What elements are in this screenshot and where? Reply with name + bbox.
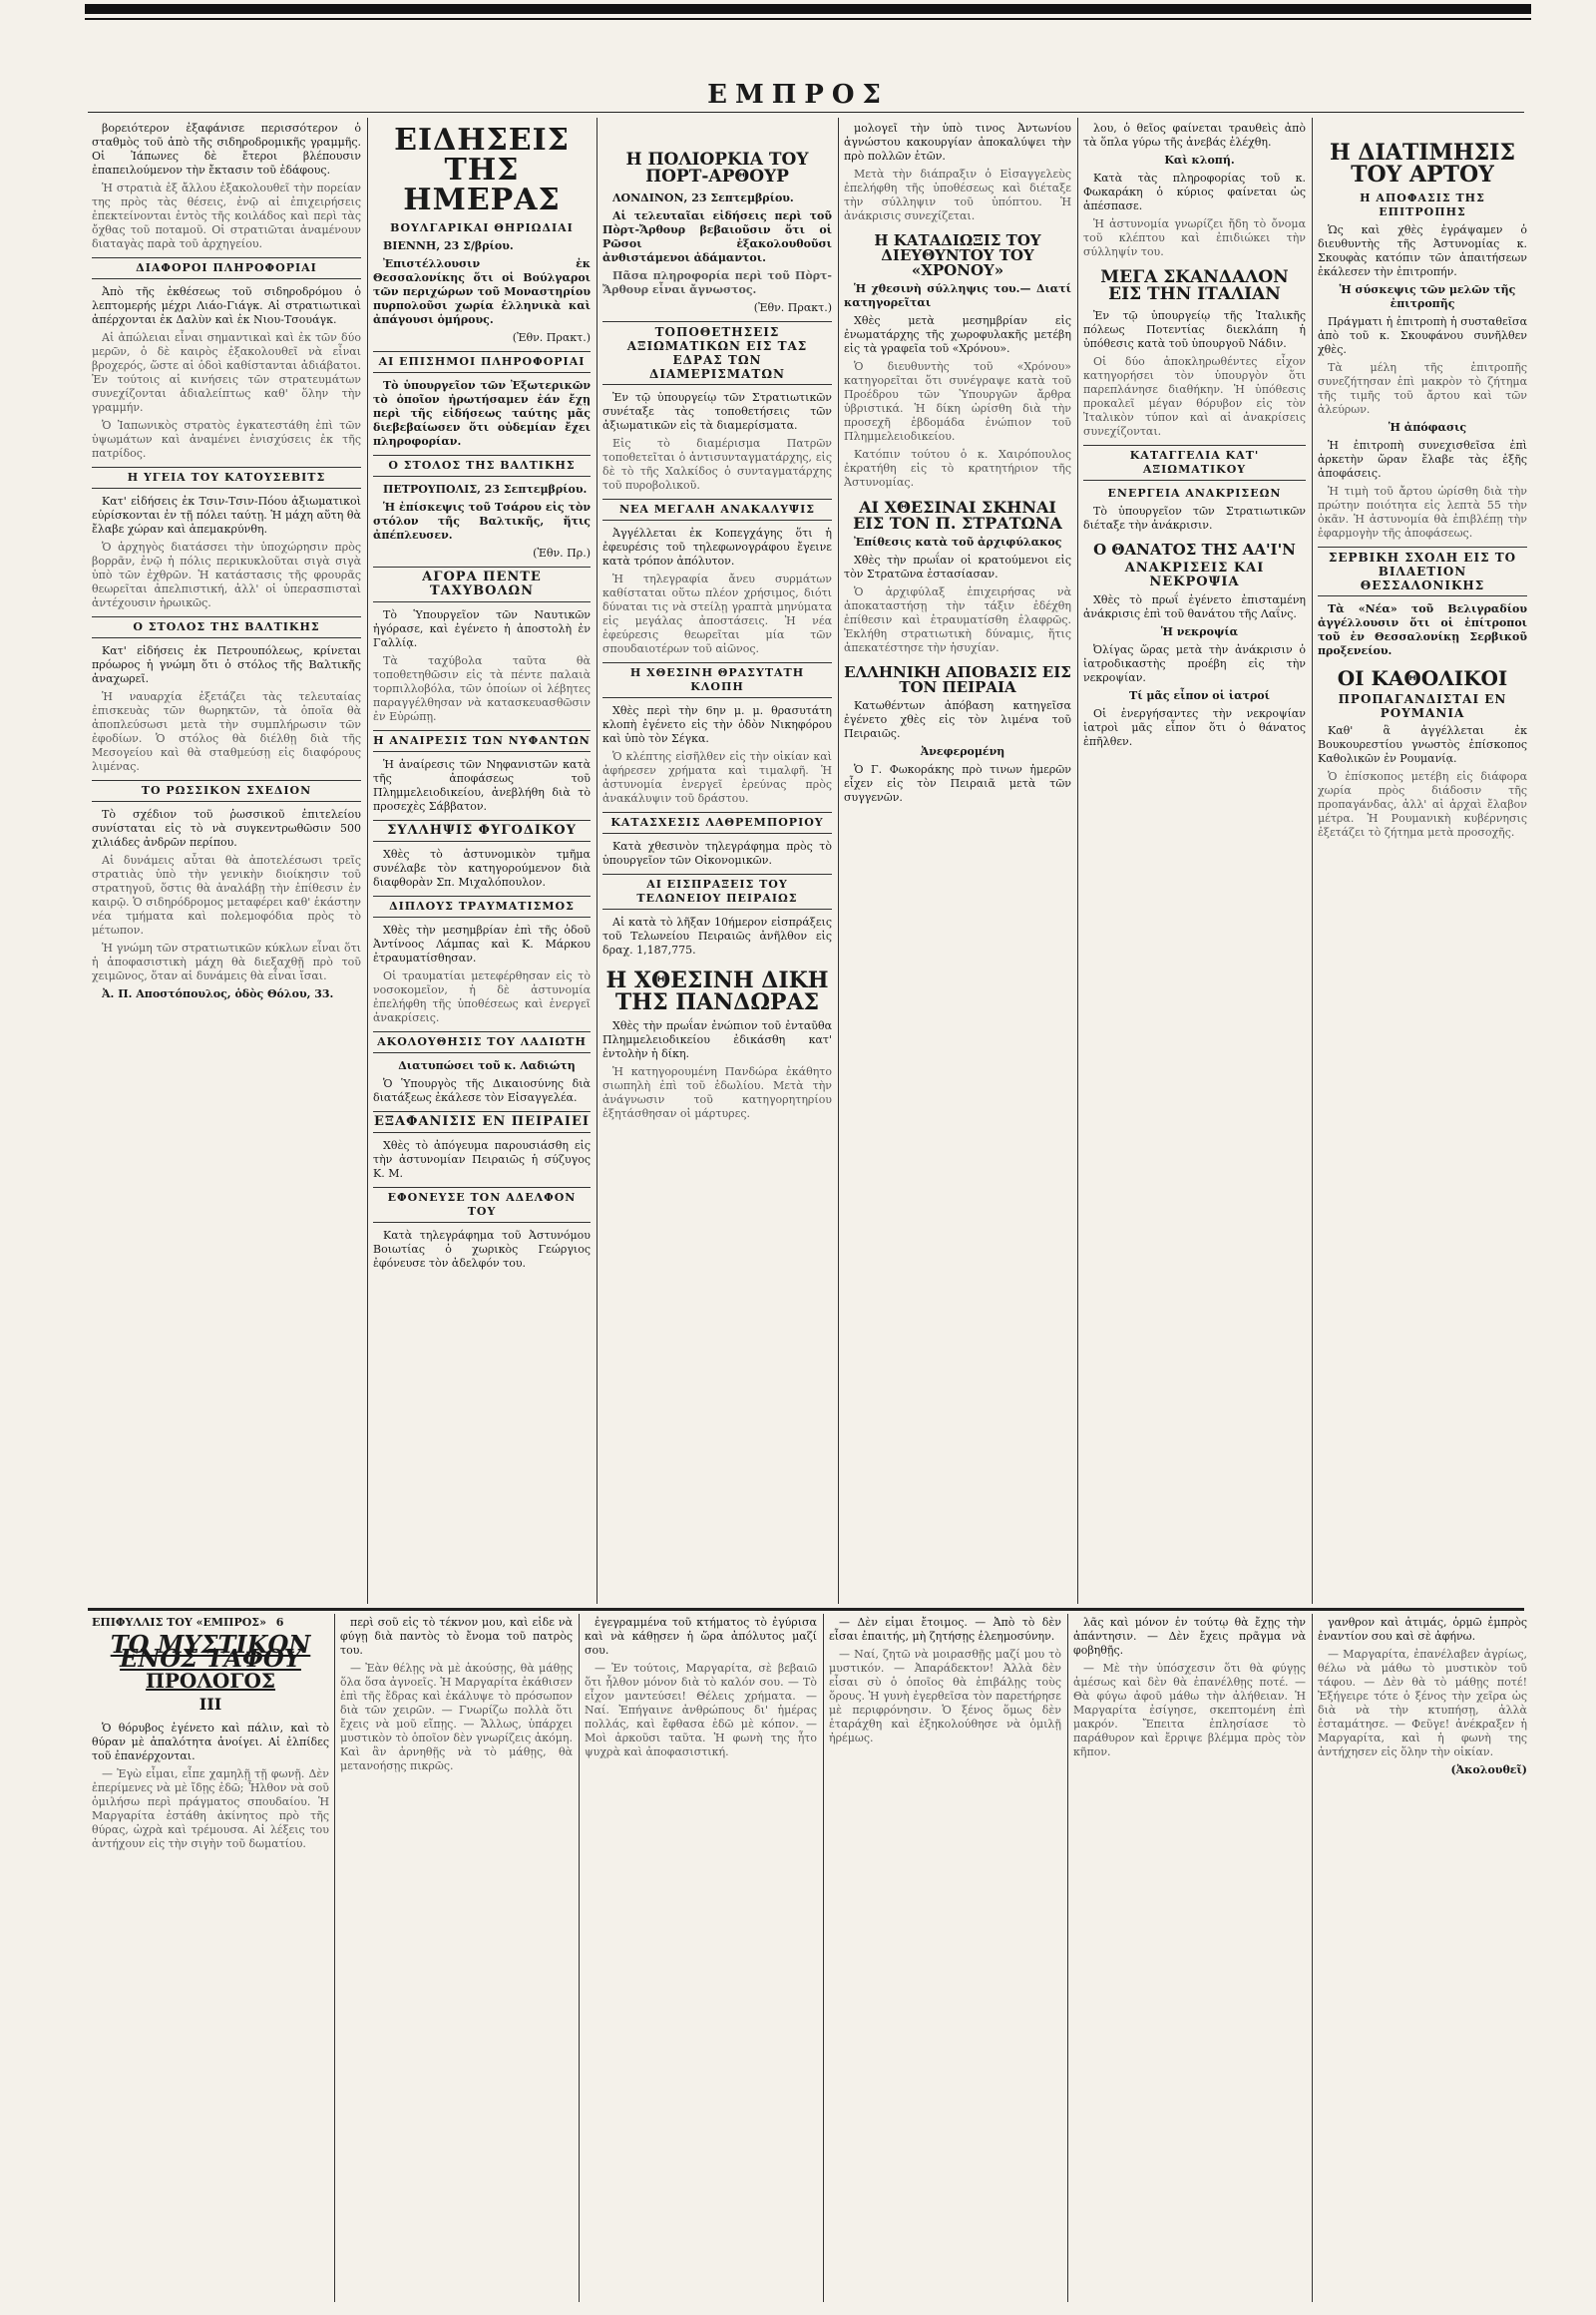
col3-text-2: Ἐν τῷ ὑπουργείῳ τῶν Στρατιωτικῶν συνέταξε τὰς τοποθετήσεις τῶν ἀξιωματικῶν εἰς τὰ διαμερίσματα. xyxy=(602,391,832,432)
col3-sub-2: ΤΟΠΟΘΕΤΗΣΕΙΣ ΑΞΙΩΜΑΤΙΚΩΝ ΕΙΣ ΤΑΣ ΕΔΡΑΣ ΤΩΝ ΔΙΑΜΕΡΙΣΜΑΤΩΝ xyxy=(602,321,832,385)
col6-filler-2: Τὰ μέλη τῆς ἐπιτροπῆς συνεζήτησαν ἐπὶ μακρὸν τὸ ζήτημα τῆς τιμῆς τοῦ ἄρτου καὶ τῶν ἀλεύρων. xyxy=(1318,361,1527,416)
serial-column-3 xyxy=(585,1616,817,2304)
serial-column-4 xyxy=(829,1616,1061,2304)
serial-continued: (Ἀκολουθεῖ) xyxy=(1450,1763,1527,1776)
col3-sub-4: Η ΧΘΕΣΙΝΗ ΘΡΑΣΥΤΑΤΗ ΚΛΟΠΗ xyxy=(602,662,832,698)
col-sep-1 xyxy=(367,118,368,1604)
serial-filler-2: — Ἐὰν θέλῃς νὰ μὲ ἀκούσῃς, θὰ μάθῃς ὅλα ὅσα ἀγνοεῖς. Ἡ Μαργαρίτα ἐκάθισεν ἐπὶ τῆς ἔδρας καὶ ἐκάλυψε τὸ πρόσωπον διὰ τῶν χειρῶν. — Γνωρίζω πολλὰ ὅτι ἔχεις νὰ μοῦ εἴπῃς. — Ἄλλως, ὑπάρχει μυστικὸν τὸ ὁποῖον δὲν γνωρίζεις ἀκόμη. Καὶ ἂν ἀρνηθῇς νὰ τὸ μάθῃς, θὰ μετανοήσῃς πικρῶς. xyxy=(340,1662,573,1772)
col3-text-5: Κατὰ χθεσινὸν τηλεγράφημα πρὸς τὸ ὑπουργεῖον τῶν Οἰκονομικῶν. xyxy=(602,840,832,867)
serial-filler-3: — Ἐν τούτοις, Μαργαρίτα, σὲ βεβαιῶ ὅτι ἦλθον μόνον διὰ τὸ καλόν σου. — Τὸ εἶχον μαντεύσει! Θέλεις χρήματα. — Ναί. Ἐπήγαινε ἀνθρώπους δι' ἡμέρας πολλάς, καὶ ἔφθασα ἐδῶ μὲ κόπον. — Μοὶ ἀρκοῦσι ταῦτα. Ἡ φωνὴ της ἦτο ψυχρὰ καὶ ἀποφασιστική. xyxy=(585,1662,817,1758)
col3-filler-3: Ἡ τηλεγραφία ἄνευ συρμάτων καθίσταται οὕτω πλέον χρήσιμος, διότι δύναται τις νὰ στείλῃ γραπτὰ μηνύματα εἰς μεγάλας ἀποστάσεις. Ἡ νέα ἐφεύρεσις θεωρεῖται μία τῶν σπουδαιοτέρων τοῦ αἰῶνος. xyxy=(602,573,832,655)
col5-text-accusation: Τὸ ὑπουργεῖον τῶν Στρατιωτικῶν διέταξε τὴν ἀνάκρισιν. xyxy=(1083,505,1306,532)
serial-text-4: — Δὲν εἶμαι ἔτοιμος. — Ἀπὸ τὸ δὲν εἶσαι ἐπαιτής, μὴ ζητήσῃς ἐλεημοσύνην. xyxy=(829,1616,1061,1643)
col5-text-doctors: Οἱ ἐνεργήσαντες τὴν νεκροψίαν ἰατροὶ μᾶς εἶπον ὅτι ὁ θάνατος ἐπῆλθεν. xyxy=(1083,707,1306,748)
col2-text-5: Ἡ ἀναίρεσις τῶν Νηφανιστῶν κατὰ τῆς ἀποφάσεως τοῦ Πλημμελειοδικείου, ἀνεβλήθη διὰ τὸ προσεχὲς Σάββατον. xyxy=(373,758,591,813)
col-sep-4 xyxy=(1077,118,1078,1604)
col2-dateline-8: Διατυπώσει τοῦ κ. Λαδιώτη xyxy=(398,1059,576,1072)
col6-text-school: Τὰ «Νέα» τοῦ Βελιγραδίου ἀγγέλλουσιν ὅτι οἱ ἐπίτροποι τοῦ ἐν Θεσσαλονίκῃ Σερβικοῦ προξενείου. xyxy=(1318,602,1527,657)
col3-text-3: Ἀγγέλλεται ἐκ Κοπεγχάγης ὅτι ἡ ἐφευρέσις τοῦ τηλεφωνογράφου ἔγεινε κατὰ τρόπον ἀπόλυτον. xyxy=(602,527,832,568)
col4-filler-4: Ὁ ἀρχιφύλαξ ἐπιχειρήσας νὰ ἀποκαταστήσῃ τὴν τάξιν ἐδέχθη ἐπίθεσιν καὶ ἐτραυματίσθη ἐλαφρῶς. Ἐκλήθη στρατιωτικὴ δύναμις, ἥτις ἀπεκατέστησε τὴν ἡσυχίαν. xyxy=(844,585,1071,654)
serial-sep-4 xyxy=(1067,1614,1068,2302)
col4-text-ships-2: Ὁ Γ. Φωκοράκης πρὸ τινων ἡμερῶν εἶχεν εἰς τὸν Πειραιᾶ μετὰ τῶν συγγενῶν. xyxy=(844,763,1071,804)
col5-text-theft: Κατὰ τὰς πληροφορίας τοῦ κ. Φωκαράκη ὁ κύριος φαίνεται ὡς ἀπέσπασε. xyxy=(1083,172,1306,212)
col1-text-russian: Τὸ σχέδιον τοῦ ῥωσσικοῦ ἐπιτελείου συνίσταται εἰς τὸ νὰ συγκεντρωθῶσιν 500 χιλιάδες ἀνδρῶν περίπου. xyxy=(92,808,361,849)
col2-text-9: Χθὲς τὸ ἀπόγευμα παρουσιάσθη εἰς τὴν ἀστυνομίαν Πειραιῶς ἡ σύζυγος Κ. Μ. xyxy=(373,1139,591,1180)
col2-dateline-3: ΠΕΤΡΟΥΠΟΛΙΣ, 23 Σεπτεμβρίου. xyxy=(383,483,588,496)
col1-heading-info: ΔΙΑΦΟΡΟΙ ΠΛΗΡΟΦΟΡΙΑΙ xyxy=(92,257,361,279)
col3-headline-7: Η ΧΘΕΣΙΝΗ ΔΙΚΗ ΤΗΣ ΠΑΝΔΩΡΑΣ xyxy=(605,967,829,1015)
serial-text-1: Ὁ θόρυβος ἐγένετο καὶ πάλιν, καὶ τὸ θύραν μὲ ἀπαλότητα ἀνοίγει. Αἱ ἐλπίδες τοῦ ἐπανέρχονται. xyxy=(92,1722,329,1762)
serial-filler-6: — Μαργαρίτα, ἐπανέλαβεν ἀγρίως, θέλω νὰ μάθω τὸ μυστικὸν τοῦ τάφου. — Δὲν θὰ τὸ μάθῃς ποτέ! Ἐξήγειρε τότε ὁ ξένος τὴν χεῖρα ὡς διὰ νὰ τὴν κτυπήσῃ, ἀλλὰ ἐσταμάτησε. — Φεῦγε! ἀνέκραξεν ἡ Μαργαρίτα, καὶ ἡ φωνὴ της ἀντήχησεν εἰς ὅλην τὴν οἰκίαν. xyxy=(1318,1648,1527,1758)
col3-filler-2: Εἰς τὸ διαμέρισμα Πατρῶν τοποθετεῖται ὁ ἀντισυνταγματάρχης, εἰς δὲ τὸ τῆς Χαλκίδος ὁ συνταγματάρχης τοῦ πυροβολικοῦ. xyxy=(602,437,832,492)
serial-sep-2 xyxy=(579,1614,580,2302)
column-4 xyxy=(844,122,1071,1600)
col1-filler-2: Αἱ ἀπώλειαι εἶναι σημαντικαὶ καὶ ἐκ τῶν δύο μερῶν, ὁ δὲ καιρὸς ἐξακολουθεῖ νὰ εἶναι βροχερός, ὥστε αἱ ὁδοὶ καθίστανται ἀδιάβατοι. Ἐν τούτοις αἱ κινήσεις τῶν στρατευμάτων συνεχίζονται ἀδιαλείπτως καθ' ὅλην τὴν γραμμήν. xyxy=(92,331,361,414)
col5-sub-death: ΑΝΑΚΡΙΣΕΙΣ ΚΑΙ ΝΕΚΡΟΨΙΑ xyxy=(1124,561,1265,589)
col4-filler-1: Μετὰ τὴν διάπραξιν ὁ Εἰσαγγελεὺς ἐπελήφθη τῆς ὑποθέσεως καὶ διέταξε τὴν σύλληψιν τοῦ ὑπόπτου. Ἡ ἀνάκρισις συνεχίζεται. xyxy=(844,168,1071,222)
col2-sub-6: ΣΥΛΛΗΨΙΣ ΦΥΓΟΔΙΚΟΥ xyxy=(373,820,591,842)
col6-sub-3: Ἡ ἀπόφασις xyxy=(1388,421,1467,434)
col4-heading-persecution: Η ΚΑΤΑΔΙΩΞΙΣ ΤΟΥ ΔΙΕΥΘΥΝΤΟΥ ΤΟΥ «ΧΡΟΝΟΥ» xyxy=(874,231,1041,279)
col4-heading-scenes: ΑΙ ΧΘΕΣΙΝΑΙ ΣΚΗΝΑΙ ΕΙΣ ΤΟΝ Π. ΣΤΡΑΤΩΝΑ xyxy=(853,498,1062,533)
col2-text-3: Ἡ ἐπίσκεψις τοῦ Τσάρου εἰς τὸν στόλον τῆς Βαλτικῆς, ἥτις ἀπέπλευσεν. xyxy=(373,501,591,542)
masthead-rule xyxy=(88,112,1524,113)
col4-text-ships: Κατωθέντων ἀπόβαση κατηγεῖσα ἐγένετο χθὲς εἰς τὸν λιμένα τοῦ Πειραιῶς. xyxy=(844,699,1071,740)
top-rule-thin xyxy=(85,18,1531,20)
col1-text-fleet: Κατ' εἰδήσεις ἐκ Πετρουπόλεως, κρίνεται πρόωρος ἡ γνώμη ὅτι ὁ στόλος τῆς Βαλτικῆς ἀναχωρεῖ. xyxy=(92,644,361,685)
serial-column-1 xyxy=(92,1616,329,2304)
serial-sep-1 xyxy=(334,1614,335,2302)
serial-text-5: λᾶς καὶ μόνον ἐν τούτῳ θὰ ἔχῃς τὴν ἀπάντησιν. — Δὲν ἔχεις πρᾶγμα νὰ φοβηθῇς. xyxy=(1073,1616,1306,1657)
col6-text-3: Ἡ ἐπιτροπὴ συνεχισθεῖσα ἐπὶ ἀρκετὴν ὥραν ἔλαβε τὰς ἑξῆς ἀποφάσεις. xyxy=(1318,439,1527,480)
col5-text-autopsy: Ὀλίγας ὥρας μετὰ τὴν ἀνάκρισιν ὁ ἰατροδικαστὴς προέβη εἰς τὴν νεκροψίαν. xyxy=(1083,643,1306,684)
col1-end-text: Ἀ. Π. Αποστόπουλος, ὁδὸς Θόλου, 33. xyxy=(102,987,334,1000)
column-3 xyxy=(602,122,832,1600)
col5-sub-accusation: ΕΝΕΡΓΕΙΑ ΑΝΑΚΡΙΣΕΩΝ xyxy=(1107,487,1282,500)
col2-dateline-1: ΒΙΕΝΝΗ, 23 Σ/βρίου. xyxy=(383,239,514,252)
col-sep-2 xyxy=(597,118,598,1604)
col5-filler-2: Οἱ δύο ἀποκληρωθέντες εἶχον κατηγορήσει τὸν ὑπουργὸν ὅτι παρεπλάνησε διαθήκην. Ἡ ὑπόθεσις προκαλεῖ μέγαν θόρυβον εἰς τὸν Ἰταλικὸν τύπον καὶ αἱ ἀνακρίσεις συνεχίζονται. xyxy=(1083,355,1306,438)
col4-filler-2: Ὁ διευθυντὴς τοῦ «Χρόνου» κατηγορεῖται ὅτι συνέγραψε κατὰ τοῦ Προέδρου τῶν Ὑπουργῶν ἄρθρα ὑβριστικά. Ἡ δίκη ὡρίσθη διὰ τὴν προσεχῆ ἑβδομάδα ἐνώπιον τοῦ Πλημμελειοδικείου. xyxy=(844,360,1071,443)
serial-column-6 xyxy=(1318,1616,1527,2304)
col5-text-death: Χθὲς τὸ πρωΐ ἐγένετο ἐπισταμένη ἀνάκρισις ἐπὶ τοῦ θανάτου τῆς Λαΐνς. xyxy=(1083,593,1306,620)
col5-heading-death: Ο ΘΑΝΑΤΟΣ ΤΗΣ ΑΑ'Ι'Ν xyxy=(1093,541,1296,559)
col2-sub-4: ΑΓΟΡΑ ΠΕΝΤΕ ΤΑΧΥΒΟΛΩΝ xyxy=(373,567,591,602)
serial-column-5 xyxy=(1073,1616,1306,2304)
column-6 xyxy=(1318,122,1527,1600)
col6-heading-school: ΣΕΡΒΙΚΗ ΣΧΟΛΗ ΕΙΣ ΤΟ ΒΙΛΑΕΤΙΟΝ ΘΕΣΣΑΛΟΝΙΚΗΣ xyxy=(1318,547,1527,596)
col1-text-info: Ἀπὸ τῆς ἐκθέσεως τοῦ σιδηροδρόμου ὁ λεπτομερής μέχρι Λιάο-Γιάγκ. Αἱ στρατιωτικαὶ ἀπέρχονται ἐκ Δαλὺν καὶ ἐκ Νιου-Τσουάγκ. xyxy=(92,285,361,326)
serial-label-row xyxy=(92,1616,329,1630)
col1-filler-3: Ὁ Ἰαπωνικὸς στρατὸς ἐγκατεστάθη ἐπὶ τῶν ὑψωμάτων καὶ ἀναμένει ἐνισχύσεις ἐκ τῆς πατρίδος. xyxy=(92,419,361,460)
col1-lead-text: βορειότερον ἐξαφάνισε περισσότερον ὁ σταθμὸς τοῦ ἀπὸ τῆς σιδηροδρομικῆς γραμμῆς. Οἱ Ἰάπωνες δὲ ἔτεροι βλέπουσιν ἐπαπειλούμενον τὴν ἔκτασιν τοῦ ἐδάφους. xyxy=(92,122,361,177)
col2-filler-7: Οἱ τραυματίαι μετεφέρθησαν εἰς τὸ νοσοκομεῖον, ἡ δὲ ἀστυνομία ἐπελήφθη τῆς ὑποθέσεως καὶ ἐνεργεῖ ἀνακρίσεις. xyxy=(373,969,591,1024)
col2-src-3: (Ἐθν. Πρ.) xyxy=(533,547,591,560)
col3-filler-1: Πᾶσα πληροφορία περὶ τοῦ Πὸρτ-Ἄρθουρ εἶναι ἄγνωστος. xyxy=(602,269,832,296)
col2-text-6: Χθὲς τὸ ἀστυνομικὸν τμῆμα συνέλαβε τὸν κατηγορούμενον διὰ διαφθορὰν Σπ. Μιχαλόπουλον. xyxy=(373,848,591,889)
col2-headline: ΕΙΔΗΣΕΙΣ ΤΗΣ ΗΜΕΡΑΣ xyxy=(394,123,570,217)
col4-lead-text: μολογεῖ τὴν ὑπὸ τινος Ἀντωνίου ἀγνώστου κακουργίαν ἀποκαλύψει τὴν πρὸ πολλῶν ἐτῶν. xyxy=(844,122,1071,163)
serial-filler-4: — Ναί, ζητῶ νὰ μοιρασθῇς μαζί μου τὸ μυστικόν. — Ἀπαράδεκτον! Ἀλλὰ δὲν εἶσαι σὺ ὁ ὁποῖος θὰ ἐπιβάλῃς τοὺς ὅρους. Ἡ γυνὴ ἐγερθεῖσα τὸν παρετήρησε μὲ περιφρόνησιν. Ὁ ξένος ὅμως δὲν ἐταράχθη καὶ ἐξηκολούθησε νὰ ὁμιλῇ ἠρέμως. xyxy=(829,1648,1061,1744)
top-rule-thick xyxy=(85,4,1531,14)
col6-sub-2: Ἡ σύσκεψις τῶν μελῶν τῆς ἐπιτροπῆς xyxy=(1339,283,1516,310)
serial-filler-1: — Ἐγὼ εἶμαι, εἶπε χαμηλῇ τῇ φωνῇ. Δὲν ἐπερίμενες νὰ μὲ ἴδῃς ἐδῶ; Ἦλθον νὰ σοῦ ὁμιλήσω περὶ πράγματος σπουδαίου. Ἡ Μαργαρίτα ἐστάθη ἀκίνητος πρὸ τῆς θύρας, ὠχρὰ καὶ τρέμουσα. Αἱ λέξεις του ἀντήχουν εἰς τὴν σιγὴν τοῦ δωματίου. xyxy=(92,1767,329,1850)
serial-chapter: ΙΙΙ xyxy=(199,1695,222,1714)
col4-text-persecution: Χθὲς μετὰ μεσημβρίαν εἰς ἐνωματάρχης τῆς χωροφυλακῆς μετέβη εἰς τὰ γραφεῖα τοῦ «Χρόνου». xyxy=(844,314,1071,355)
col3-filler-4: Ὁ κλέπτης εἰσῆλθεν εἰς τὴν οἰκίαν καὶ ἀφήρεσεν χρήματα καὶ τιμαλφῆ. Ἡ ἀστυνομία ἐνεργεῖ ἐρεύνας πρὸς ἀνακάλυψιν τοῦ δράστου. xyxy=(602,750,832,805)
col6-sub-1: Η ΑΠΟΦΑΣΙΣ ΤΗΣ ΕΠΙΤΡΟΠΗΣ xyxy=(1360,192,1485,218)
col2-sub-9: ΕΞΑΦΑΝΙΣΙΣ ΕΝ ΠΕΙΡΑΙΕΙ xyxy=(373,1111,591,1133)
col3-headline: Η ΠΟΛΙΟΡΚΙΑ ΤΟΥ ΠΟΡΤ-ΑΡΘΟΥΡ xyxy=(625,150,809,187)
col2-sub-10: ΕΦΟΝΕΥΣΕ ΤΟΝ ΑΔΕΛΦΟΝ ΤΟΥ xyxy=(373,1187,591,1223)
col5-heading-accusation: ΚΑΤΑΓΓΕΛΙΑ ΚΑΤ' ΑΞΙΩΜΑΤΙΚΟΥ xyxy=(1083,445,1306,481)
col2-text-2: Τὸ ὑπουργεῖον τῶν Ἐξωτερικῶν τὸ ὁποῖον ἠρωτήσαμεν ἐάν ἔχῃ περὶ τῆς εἰδήσεως ταύτης μᾶς διεβεβαίωσεν ὅτι οὐδεμίαν ἔχει πληροφορίαν. xyxy=(373,379,591,448)
column-5 xyxy=(1083,122,1306,1600)
col6-heading-catholics: ΟΙ ΚΑΘΟΛΙΚΟΙ xyxy=(1337,666,1508,690)
col5-heading-scandal: ΜΕΓΑ ΣΚΑΝΔΑΛΟΝ ΕΙΣ ΤΗΝ ΙΤΑΛΙΑΝ xyxy=(1100,267,1289,304)
col1-filler: Ἡ στρατιὰ ἐξ ἄλλου ἐξακολουθεῖ τὴν πορείαν της πρὸς τὰς θέσεις, ἐνῷ αἱ ἐπιχειρήσεις ἐπεκτείνονται ἐντὸς τῆς κοιλάδος καὶ περὶ τὰς ὄχθας τοῦ ποταμοῦ. Οἱ στρατιῶται ἀναμένουν διαταγὰς παρὰ τοῦ ἀρχηγείου. xyxy=(92,182,361,250)
col6-headline: Η ΔΙΑΤΙΜΗΣΙΣ ΤΟΥ ΑΡΤΟΥ xyxy=(1329,140,1516,188)
col6-text-1: Ὡς καὶ χθὲς ἐγράψαμεν ὁ διευθυντὴς τῆς Ἀστυνομίας κ. Σκουφὰς κατόπιν τῶν ἀπαιτήσεων ἐκάλεσεν τὴν ἐπιτροπήν. xyxy=(1318,223,1527,278)
serial-sep-3 xyxy=(823,1614,824,2302)
col3-sub-5: ΚΑΤΑΣΧΕΣΙΣ ΛΑΘΡΕΜΠΟΡΙΟΥ xyxy=(602,812,832,834)
serial-number: 6 xyxy=(275,1616,284,1629)
serial-text-6: γανθρον καὶ ἀτιμάς, ὁρμῶ ἐμπρὸς ἐναντίον σου καὶ σὲ ἀφήνω. xyxy=(1318,1616,1527,1643)
col2-sub-1: ΒΟΥΛΓΑΡΙΚΑΙ ΘΗΡΙΩΔΙΑΙ xyxy=(390,221,574,234)
col2-sub-3: Ο ΣΤΟΛΟΣ ΤΗΣ ΒΑΛΤΙΚΗΣ xyxy=(373,455,591,477)
col5-sub-doctors: Τί μᾶς εἶπον οἱ ἰατροί xyxy=(1129,689,1270,702)
col6-text-2: Πράγματι ἡ ἐπιτροπὴ ἡ συσταθεῖσα ἀπὸ τοῦ κ. Σκουφάνου συνῆλθεν χθὲς. xyxy=(1318,315,1527,356)
col2-src-1: (Ἐθν. Πρακτ.) xyxy=(512,331,591,344)
serial-column-2 xyxy=(340,1616,573,2304)
col2-filler-4: Τὰ ταχύβολα ταῦτα θὰ τοποθετηθῶσιν εἰς τὰ πέντε παλαιὰ τορπιλλοβόλα, τῶν ὁποίων οἱ λέβητες παραγγέλθησαν νὰ κατασκευασθῶσιν ἐν Εὐρώπῃ. xyxy=(373,654,591,723)
col4-heading-ships: ΕΛΛΗΝΙΚΗ ΑΠΟΒΑΣΙΣ ΕΙΣ ΤΟΝ ΠΕΙΡΑΙΑ xyxy=(844,663,1071,696)
column-2 xyxy=(373,122,591,1600)
col4-sub-ships-2: Ἀνεφερομένη xyxy=(920,745,1005,758)
serial-prologue: ΠΡΟΛΟΓΟΣ xyxy=(145,1669,276,1693)
col2-text-8: Ὁ Ὑπουργὸς τῆς Δικαιοσύνης διὰ διατάξεως ἐκάλεσε τὸν Εἰσαγγελέα. xyxy=(373,1077,591,1104)
col4-sub-persecution: Ἡ χθεσινὴ σύλληψις του.— Διατί κατηγορεῖται xyxy=(844,282,1071,309)
serial-sep-5 xyxy=(1312,1614,1313,2302)
col4-sub-scenes: Ἐπίθεσις κατὰ τοῦ ἀρχιφύλακος xyxy=(854,536,1062,549)
col5-lead-text: λου, ὁ θεῖος φαίνεται τραυθεὶς ἀπὸ τὰ ὅπλα γύρω τῆς ἀνεβάς ἐλέχθη. xyxy=(1083,122,1306,149)
col5-sub-autopsy: Ἡ νεκροψία xyxy=(1160,625,1239,638)
col1-filler-6: Αἱ δυνάμεις αὗται θὰ ἀποτελέσωσι τρεῖς στρατιὰς ὑπὸ τὴν γενικὴν διοίκησιν τοῦ στρατηγοῦ, ὅστις θὰ ἀναλάβῃ τὴν ἐπίθεσιν ἐν καιρῷ. Ὁ σιδηρόδρομος μεταφέρει καθ' ἑκάστην νέα τμήματα καὶ πολεμοφόδια πρὸς τὸ μέτωπον. xyxy=(92,854,361,937)
serial-label: ΕΠΙΦΥΛΛΙΣ ΤΟΥ «ΕΜΠΡΟΣ» xyxy=(92,1616,266,1629)
col3-sub-3: ΝΕΑ ΜΕΓΑΛΗ ΑΝΑΚΑΛΥΨΙΣ xyxy=(602,499,832,521)
col2-sub-2: ΑΙ ΕΠΙΣΗΜΟΙ ΠΛΗΡΟΦΟΡΙΑΙ xyxy=(373,351,591,373)
col1-heading-fleet: Ο ΣΤΟΛΟΣ ΤΗΣ ΒΑΛΤΙΚΗΣ xyxy=(92,616,361,638)
col5-sub-theft: Καὶ κλοπή. xyxy=(1164,154,1235,167)
col3-text-4: Χθὲς περὶ τὴν 6ην μ. μ. θρασυτάτη κλοπὴ ἐγένετο εἰς τὴν ὁδὸν Νικηφόρου καὶ ὑπὸ τὸν Σέγκα. xyxy=(602,704,832,745)
serial-title: ΤΟ ΜΥΣΤΙΚΟΝ ΕΝΟΣ ΤΑΦΟΥ xyxy=(110,1630,311,1673)
col6-filler-4: Ὁ ἐπίσκοπος μετέβη εἰς διάφορα χωρία πρὸς διάδοσιν τῆς προπαγάνδας, ἀλλ' αἱ ἀρχαὶ ἔλαβον μέτρα. Ἡ Ρουμανικὴ κυβέρνησις ἐξετάζει τὸ ζήτημα μετὰ προσοχῆς. xyxy=(1318,770,1527,839)
col3-text-1: Αἱ τελευταῖαι εἰδήσεις περὶ τοῦ Πὸρτ-Ἄρθουρ βεβαιοῦσιν ὅτι οἱ Ρῶσοι ἐξακολουθοῦσι ἀνθιστάμενοι ἀδάμαντοι. xyxy=(602,209,832,264)
col2-text-4: Τὸ Ὑπουργεῖον τῶν Ναυτικῶν ἠγόρασε, καὶ ἐγένετο ἡ ἀποστολὴ ἐν Γαλλίᾳ. xyxy=(373,608,591,649)
col1-filler-4: Ὁ ἀρχηγὸς διατάσσει τὴν ὑποχώρησιν πρὸς βορρᾶν, ἐνῷ ἡ πόλις περικυκλοῦται σιγὰ σιγὰ ὑπὸ τῶν ἐχθρῶν. Ἡ κατάστασις τῆς φρουρᾶς θεωρεῖται ἀπελπιστική, ἀλλ' οἱ ὑπερασπισταὶ ἀντέχουσιν ἡρωικῶς. xyxy=(92,541,361,609)
col3-filler-7: Ἡ κατηγορουμένη Πανδώρα ἐκάθητο σιωπηλὴ ἐπὶ τοῦ ἑδωλίου. Μετὰ τὴν ἀνάγνωσιν τοῦ κατηγορητηρίου ἐξητάσθησαν οἱ μάρτυρες. xyxy=(602,1065,832,1120)
col5-filler-1: Ἡ ἀστυνομία γνωρίζει ἤδη τὸ ὄνομα τοῦ κλέπτου καὶ ἐπιδιώκει τὴν σύλληψίν του. xyxy=(1083,217,1306,258)
col1-filler-7: Ἡ γνώμη τῶν στρατιωτικῶν κύκλων εἶναι ὅτι ἡ ἀποφασιστικὴ μάχη θὰ διεξαχθῇ πρὸ τοῦ χειμῶνος, ὅταν αἱ δυνάμεις θὰ εἶναι ἴσαι. xyxy=(92,942,361,982)
col6-text-catholics: Καθ' ἃ ἀγγέλλεται ἐκ Βουκουρεστίου γνωστὸς ἐπίσκοπος Καθολικῶν ἐν Ρουμανίᾳ. xyxy=(1318,724,1527,765)
column-1 xyxy=(92,122,361,1600)
masthead-title: ΕΜΠΡΟΣ xyxy=(707,80,889,110)
col5-text-scandal: Ἐν τῷ ὑπουργείῳ τῆς Ἰταλικῆς πόλεως Ποτεντίας διεκλάπη ἡ ὑπόθεσις κατὰ τοῦ ὑπουργοῦ Νάδιν. xyxy=(1083,309,1306,350)
col2-sub-5: Η ΑΝΑΙΡΕΣΙΣ ΤΩΝ ΝΥΦΑΝΤΩΝ xyxy=(373,730,591,752)
col6-filler-3: Ἡ τιμὴ τοῦ ἄρτου ὡρίσθη διὰ τὴν πρώτην ποιότητα εἰς λεπτὰ 55 τὴν ὀκᾶν. Ἡ ἀστυνομία θὰ ἐπιβλέπῃ τὴν ἐφαρμογὴν τῆς ἀποφάσεως. xyxy=(1318,485,1527,540)
col2-text-7: Χθὲς τὴν μεσημβρίαν ἐπὶ τῆς ὁδοῦ Ἀντίνοος Λάμπας καὶ Κ. Μάρκου ἐτραυματίσθησαν. xyxy=(373,924,591,965)
col2-sub-8: ΑΚΟΛΟΥΘΗΣΙΣ ΤΟΥ ΛΑΔΙΩΤΗ xyxy=(373,1031,591,1053)
col-sep-3 xyxy=(838,118,839,1604)
col4-text-scenes: Χθὲς τὴν πρωΐαν οἱ κρατούμενοι εἰς τὸν Στρατῶνα ἐστασίασαν. xyxy=(844,554,1071,580)
col4-filler-3: Κατόπιν τούτου ὁ κ. Χαιρόπουλος ἐκρατήθη εἰς τὸ κρατητήριον τῆς Ἀστυνομίας. xyxy=(844,448,1071,489)
col-sep-5 xyxy=(1312,118,1313,1604)
col1-heading-russian: ΤΟ ΡΩΣΣΙΚΟΝ ΣΧΕΔΙΟΝ xyxy=(92,780,361,802)
serial-text-3: ἐγεγραμμένα τοῦ κτήματος τὸ ἐγύρισα καὶ νὰ κάθῃσεν ἡ ὥρα ἀπόλυτος μαζί σου. xyxy=(585,1616,817,1657)
col2-text-10: Κατὰ τηλεγράφημα τοῦ Ἀστυνόμου Βοιωτίας ὁ χωρικὸς Γεώργιος ἐφόνευσε τὸν ἀδελφόν του. xyxy=(373,1229,591,1270)
col1-text-health: Κατ' εἰδήσεις ἐκ Τσιν-Τσιν-Πόου ἀξιωματικοὶ εὑρίσκονται ἐν τῇ πόλει ταύτῃ. Ἡ μάχη αὕτη θὰ ἔλαβε χώραν καὶ ἀπεμακρύνθη. xyxy=(92,495,361,536)
col2-text-1: Ἐπιστέλλουσιν ἐκ Θεσσαλονίκης ὅτι οἱ Βούλγαροι τῶν περιχώρων τοῦ Μοναστηρίου πυρπολοῦσι χωρία ἑλληνικὰ καὶ ἀπάγουσι ὁμήρους. xyxy=(373,257,591,326)
col1-filler-5: Ἡ ναυαρχία ἐξετάζει τὰς τελευταίας ἐπισκευὰς τῶν θωρηκτῶν, τὰ ὁποῖα θὰ ἀποπλεύσωσι μετὰ τὴν συμπλήρωσιν τῶν ἐφοδίων. Ὁ στόλος θὰ διέλθῃ διὰ τῆς Μεσογείου καὶ θὰ σταθμεύσῃ εἰς διαφόρους λιμένας. xyxy=(92,690,361,773)
col3-text-7: Χθὲς τὴν πρωΐαν ἐνώπιον τοῦ ἐνταῦθα Πλημμελειοδικείου ἐδικάσθη κατ' ἐντολὴν ἡ δίκη. xyxy=(602,1019,832,1060)
col6-sub-catholics: ΠΡΟΠΑΓΑΝΔΙΣΤΑΙ ΕΝ ΡΟΥΜΑΝΙΑ xyxy=(1338,692,1507,720)
serial-text-2: περὶ σοῦ εἰς τὸ τέκνον μου, καὶ εἶδε νὰ φύγῃ διὰ παντὸς τὸ ἔνομα τοῦ πατρὸς του. xyxy=(340,1616,573,1657)
col3-sub-6: ΑΙ ΕΙΣΠΡΑΞΕΙΣ ΤΟΥ ΤΕΛΩΝΕΙΟΥ ΠΕΙΡΑΙΩΣ xyxy=(602,874,832,910)
col3-text-6: Αἱ κατὰ τὸ λῆξαν 10ήμερον εἰσπράξεις τοῦ Τελωνείου Πειραιῶς ἀνῆλθον εἰς δραχ. 1,187,775. xyxy=(602,916,832,957)
col1-heading-health: Η ΥΓΕΙΑ ΤΟΥ ΚΑΤΟΥΣΕΒΙΤΣ xyxy=(92,467,361,489)
serial-separator xyxy=(88,1608,1524,1611)
serial-filler-5: — Μὲ τὴν ὑπόσχεσιν ὅτι θὰ φύγῃς ἀμέσως καὶ δὲν θὰ ἐπανέλθῃς ποτέ. — Θὰ φύγω ἀφοῦ μάθω τὴν ἀλήθειαν. Ἡ Μαργαρίτα ἐσίγησε, σκεπτομένη ἐπὶ μακρόν. Ἔπειτα ἐπλησίασε τὸ παράθυρον καὶ ἔρριψε βλέμμα πρὸς τὸν κῆπον. xyxy=(1073,1662,1306,1758)
col2-sub-7: ΔΙΠΛΟΥΣ ΤΡΑΥΜΑΤΙΣΜΟΣ xyxy=(373,896,591,918)
col3-dateline-1: ΛΟΝΔΙΝΟΝ, 23 Σεπτεμβρίου. xyxy=(612,192,794,204)
col3-src-1: (Ἐθν. Πρακτ.) xyxy=(753,301,832,314)
